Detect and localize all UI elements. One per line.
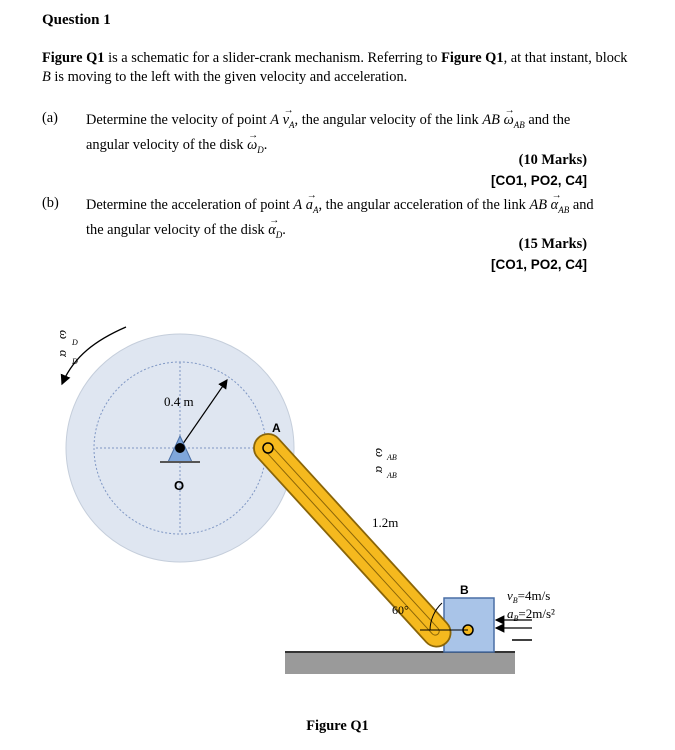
intro-text-2: , at that instant, block <box>503 50 628 66</box>
part-a-link: AB <box>482 112 500 128</box>
part-b-text-1: Determine the acceleration of point <box>86 197 294 213</box>
part-b-vec-1: → a <box>306 195 313 215</box>
part-a-text-1: Determine the velocity of point <box>86 112 271 128</box>
part-b-vec-3-sub: D <box>275 229 283 240</box>
figure-ref-2: Figure Q1 <box>441 50 504 66</box>
part-a-point: A <box>270 112 280 128</box>
svg-text:α: α <box>57 350 72 357</box>
link-alpha-sub: AB <box>387 471 397 480</box>
block-acceleration-label: $a_B=2m/s^2$ <box>507 606 555 623</box>
part-b-marks: (15 Marks) <box>518 236 587 252</box>
part-b-link: AB <box>529 197 548 213</box>
link-alpha-label <box>373 466 388 474</box>
link-ab <box>248 428 456 652</box>
link-omega-sub: AB <box>387 453 397 462</box>
disk-radius-label: 0.4 m <box>164 394 194 409</box>
part-b-point: A <box>293 197 303 213</box>
part-a-vec-2-sub: AB <box>513 119 525 130</box>
part-a-text-3: and the angular velocity of the disk <box>86 112 571 153</box>
angle-label: 60° <box>392 603 409 617</box>
part-b-outcomes: [CO1, PO2, C4] <box>490 257 587 272</box>
center-label: O <box>174 478 185 493</box>
disk-alpha-label <box>57 350 72 358</box>
link-length-label: 1.2m <box>372 515 399 530</box>
part-a-text-2: , the angular velocity of the link <box>294 112 483 128</box>
part-a-vec-2: → ω <box>504 110 514 130</box>
figure-caption: Figure Q1 <box>306 718 369 734</box>
part-a-label: (a) <box>42 110 58 126</box>
ground <box>285 652 515 674</box>
part-b-text-3: and the angular velocity of the disk <box>86 197 594 238</box>
svg-text:ω: ω <box>57 330 72 340</box>
part-b-end: . <box>282 221 286 238</box>
part-a-end: . <box>263 136 268 153</box>
intro-text-3: is moving to the left with the given velocity and acceleration. <box>50 69 408 85</box>
part-a-outcomes: [CO1, PO2, C4] <box>490 173 587 188</box>
link-omega-label <box>373 448 388 457</box>
part-a-vec-3-sub: D <box>257 144 264 155</box>
part-b-vec-2-sub: AB <box>558 204 570 215</box>
part-a-vec-3: → ω <box>247 135 257 155</box>
part-b-vec-1-sub: A <box>312 204 319 215</box>
disk-omega-sub: D <box>72 338 78 347</box>
intro-block: B <box>42 69 51 85</box>
pin-center <box>175 443 185 453</box>
point-a-label: A <box>272 421 281 435</box>
intro-text-1: is a schematic for a slider-crank mechanism. Referring to <box>104 50 442 66</box>
part-a-vec-1: → v <box>283 110 289 130</box>
point-b-label: B <box>460 583 469 597</box>
part-b-vec-3: → α <box>268 220 276 240</box>
part-b-text-2: , the angular acceleration of the link <box>318 197 530 213</box>
part-a-marks: (10 Marks) <box>518 152 587 168</box>
part-b-vec-2: → α <box>551 195 559 215</box>
part-a-vec-1-sub: A <box>289 119 295 130</box>
question-title: Question 1 <box>42 12 111 28</box>
pin-a <box>263 443 273 453</box>
svg-text:ω: ω <box>373 448 388 458</box>
figure-ref: Figure Q1 <box>42 50 105 66</box>
svg-text:α: α <box>373 466 388 473</box>
disk-alpha-sub: D <box>72 357 78 366</box>
block-velocity-label: $v_B=4m/s$ <box>507 588 551 605</box>
disk-omega-label <box>57 330 72 339</box>
part-b-label: (b) <box>42 195 59 211</box>
